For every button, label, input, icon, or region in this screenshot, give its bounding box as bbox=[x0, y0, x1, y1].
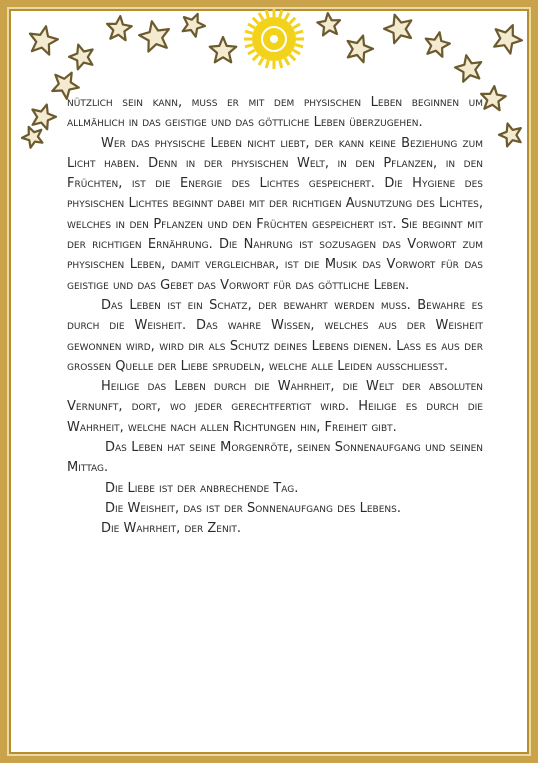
star-icon bbox=[69, 45, 93, 70]
sun-icon bbox=[244, 9, 304, 69]
document-body bbox=[67, 93, 483, 540]
star-icon bbox=[30, 26, 58, 54]
paragraph-5: Das Leben hat seine Morgenröte, seinen Sonnenaufgang und seinen Mittag. bbox=[67, 440, 483, 476]
star-icon bbox=[455, 55, 481, 81]
star-icon bbox=[139, 21, 169, 51]
paragraph-6: Die Liebe ist der anbrechende Tag. bbox=[105, 480, 299, 496]
star-icon bbox=[426, 32, 450, 57]
star-icon bbox=[348, 36, 373, 63]
star-icon bbox=[499, 124, 521, 147]
star-icon bbox=[494, 25, 522, 53]
paragraph-7: Die Weisheit, das ist der Sonnenaufgang des Lebens. bbox=[105, 500, 401, 516]
paragraph-2: Wer das physische Leben nicht liebt, der kann keine Beziehung zum Licht haben. Denn in der physischen Welt, in den Pflanzen, in den Früchten, ist die Energie des Lichtes gespeichert. Die Hygiene des physischen Lichtes beginnt dabei mit der richtigen Ausnutzung des Lichtes, welches in den Pflanzen und den Früchten gespeichert ist. Sie beginnt mit der richtigen Ernährung. Die Nahrung ist sozusagen das Vorwort zum physischen Leben, damit vergleichbar, ist die Musik das Vorwort für das geistige und das Gebet das Vorwort für das göttliche Leben. bbox=[67, 135, 483, 293]
star-icon bbox=[481, 86, 506, 110]
star-icon bbox=[317, 13, 340, 35]
paragraph-3: Das Leben ist ein Schatz, der bewahrt werden muss. Bewahre es durch die Weisheit. Das wahre Wissen, welches aus der Weisheit gewonnen wird, wird dir als Schutz deines Lebens dienen. Lass es aus der grossen Quelle der Liebe sprudeln, welche alle Leiden ausschliesst. bbox=[67, 297, 483, 374]
star-icon bbox=[183, 14, 205, 37]
paragraph-4: Heilige das Leben durch die Wahrheit, die Welt der absoluten Vernunft, dort, wo jeder gerechtfertigt wird. Heilige es durch die Wahrheit, welche nach allen Richtungen hin, Freiheit gibt. bbox=[67, 379, 483, 435]
star-icon bbox=[22, 127, 42, 148]
paragraph-1: nützlich sein kann, muss er mit dem physischen Leben beginnen um allmählich in das geistige und das göttliche Leben überzugehen. bbox=[67, 95, 483, 131]
star-icon bbox=[32, 105, 56, 130]
star-icon bbox=[384, 15, 411, 44]
star-icon bbox=[210, 37, 237, 62]
star-icon bbox=[107, 16, 132, 40]
paragraph-8: Die Wahrheit, der Zenit. bbox=[101, 521, 241, 537]
